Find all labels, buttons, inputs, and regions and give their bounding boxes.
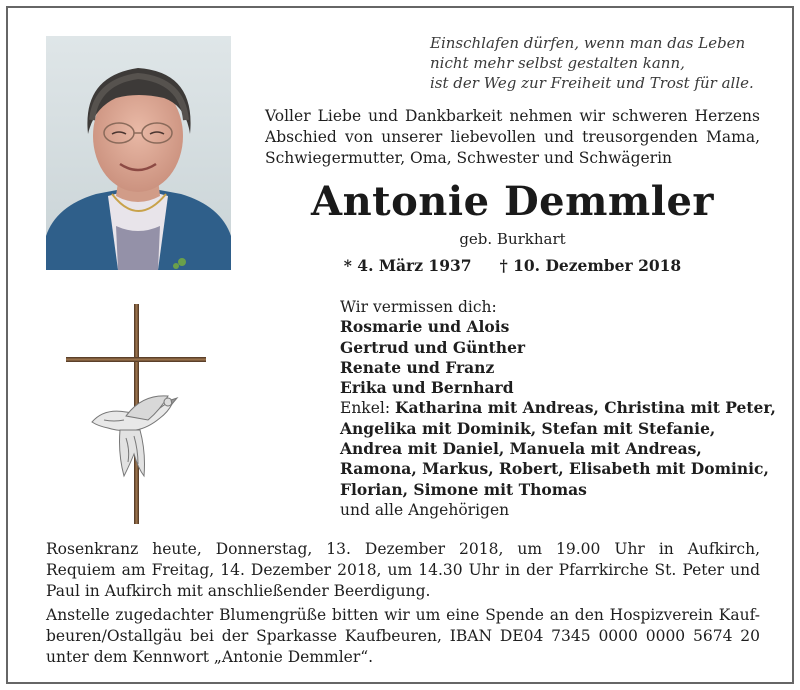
grandchildren-label: Enkel:: [340, 399, 391, 418]
mourners-heading: Wir vermissen dich:: [340, 298, 497, 316]
donation-info: [46, 605, 760, 668]
intro-line: Abschied von unserer liebevollen und treusorgenden Mama,: [265, 128, 760, 146]
deceased-name: Antonie Demmler: [311, 178, 714, 225]
mourners-closing: und alle Angehörigen: [340, 500, 510, 519]
service-line: Rosenkranz heute, Donnerstag, 13. Dezember 2018, um 19.00 Uhr in Aufkirch,: [46, 540, 760, 558]
grandchildren-names: Angelika mit Dominik, Stefan mit Stefanie,: [340, 418, 716, 438]
family-line: Erika und Bernhard: [340, 378, 514, 398]
death-date: † 10. Dezember 2018: [499, 256, 682, 275]
family-line: Gertrud und Günther: [340, 337, 526, 357]
grandchildren-names: Ramona, Markus, Robert, Elisabeth mit Dominic,: [340, 459, 769, 479]
portrait-photo: [46, 36, 231, 270]
donation-line: beuren/Ostallgäu bei der Sparkasse Kaufbeuren, IBAN DE04 7345 0000 0000 5674 20: [46, 627, 760, 645]
intro-line: Schwiegermutter, Oma, Schwester und Schwägerin: [265, 149, 673, 167]
grandchildren-line: [340, 398, 776, 418]
grandchildren-names: Florian, Simone mit Thomas: [340, 479, 587, 499]
grandchildren-names: Katharina mit Andreas, Christina mit Peter,: [394, 398, 776, 418]
donation-line: Anstelle zugedachter Blumengrüße bitten wir um eine Spende an den Hospizverein Kauf-: [46, 606, 760, 624]
grandchildren-names: Andrea mit Daniel, Manuela mit Andreas,: [340, 439, 702, 459]
quote-line: nicht mehr selbst gestalten kann,: [430, 54, 685, 72]
service-line: Paul in Aufkirch mit anschließender Beerdigung.: [46, 582, 431, 600]
family-line: Renate und Franz: [340, 357, 495, 377]
service-line: Requiem am Freitag, 14. Dezember 2018, um 14.30 Uhr in der Pfarrkirche St. Peter und: [46, 561, 760, 579]
quote-line: Einschlafen dürfen, wenn man das Leben: [430, 34, 746, 52]
service-info: [46, 539, 760, 602]
birth-name: geb. Burkhart: [459, 230, 566, 248]
quote-line: ist der Weg zur Freiheit und Trost für alle.: [430, 74, 754, 92]
farewell-intro: [265, 106, 760, 169]
intro-line: Voller Liebe und Dankbarkeit nehmen wir schweren Herzens: [265, 107, 760, 125]
mourners-list: [340, 297, 776, 520]
life-dates: [265, 255, 760, 277]
cross-dove-icon: [64, 304, 214, 530]
donation-line: unter dem Kennwort „Antonie Demmler“.: [46, 648, 374, 666]
poem-quote: [430, 33, 760, 93]
birth-date: * 4. März 1937: [343, 256, 472, 275]
family-line: Rosmarie und Alois: [340, 317, 510, 337]
